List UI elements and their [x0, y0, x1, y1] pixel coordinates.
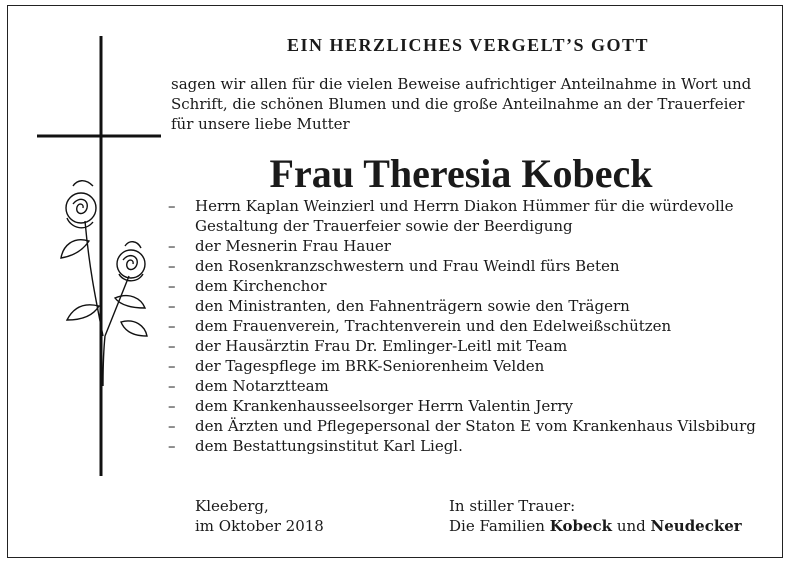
thanks-item: – der Tagespflege im BRK-Seniorenheim Velden	[168, 357, 545, 375]
thanks-item: – der Hausärztin Frau Dr. Emlinger-Leitl mit Team	[168, 337, 568, 355]
mourning-label: In stiller Trauer:	[449, 497, 576, 515]
thanks-dash: –	[168, 417, 176, 435]
date: im Oktober 2018	[195, 517, 324, 535]
thanks-dash: –	[168, 197, 176, 215]
thanks-dash: –	[168, 297, 176, 315]
thanks-item: – der Mesnerin Frau Hauer	[168, 237, 391, 255]
mourners	[449, 496, 742, 536]
thanks-dash: –	[168, 397, 176, 415]
thanks-dash: –	[168, 437, 176, 455]
thanks-item: – den Ministranten, den Fahnenträgern sowie den Trägern	[168, 297, 630, 315]
thanks-item: – dem Krankenhausseelsorger Herrn Valentin Jerry	[168, 397, 574, 415]
thanks-dash: –	[168, 377, 176, 395]
thanks-dash: –	[168, 357, 176, 375]
thanks-item: – den Rosenkranzschwestern und Frau Weindl fürs Beten	[168, 257, 620, 275]
notice-intro: sagen wir allen für die vielen Beweise aufrichtiger Anteilnahme in Wort und Schrift, die schönen Blumen und die große Anteilnahme an der Trauerfeier für unsere liebe Mutter	[171, 75, 752, 133]
cross-icon	[33, 36, 163, 476]
thanks-dash: –	[168, 277, 176, 295]
thanks-dash: –	[168, 317, 176, 335]
place: Kleeberg,	[195, 497, 269, 515]
thanks-list	[168, 196, 778, 456]
thanks-item: – dem Bestattungsinstitut Karl Liegl.	[168, 437, 463, 455]
thanks-item: – dem Frauenverein, Trachtenverein und den Edelweißschützen	[168, 317, 672, 335]
families-line: Die Familien Kobeck und Neudecker	[449, 517, 742, 535]
notice-heading: EIN HERZLICHES VERGELT’S GOTT	[286, 35, 650, 55]
thanks-dash: –	[168, 257, 176, 275]
thanks-item: – dem Notarztteam	[168, 377, 329, 395]
place-date	[195, 496, 324, 536]
thanks-dash: –	[168, 337, 176, 355]
thanks-dash: –	[168, 237, 176, 255]
family-name: Neudecker	[650, 517, 742, 535]
thanks-item: – Herrn Kaplan Weinzierl und Herrn Diakon Hümmer für die würdevolle Gestaltung der Trauerfeier sowie der Beerdigung	[168, 197, 734, 235]
deceased-name: Frau Theresia Kobeck	[269, 151, 653, 196]
family-name: Kobeck	[549, 517, 613, 535]
roses-icon	[61, 181, 147, 386]
obituary-notice	[7, 5, 783, 558]
thanks-item: – den Ärzten und Pflegepersonal der Staton E vom Krankenhaus Vilsbiburg	[168, 417, 756, 435]
thanks-item: – dem Kirchenchor	[168, 277, 327, 295]
